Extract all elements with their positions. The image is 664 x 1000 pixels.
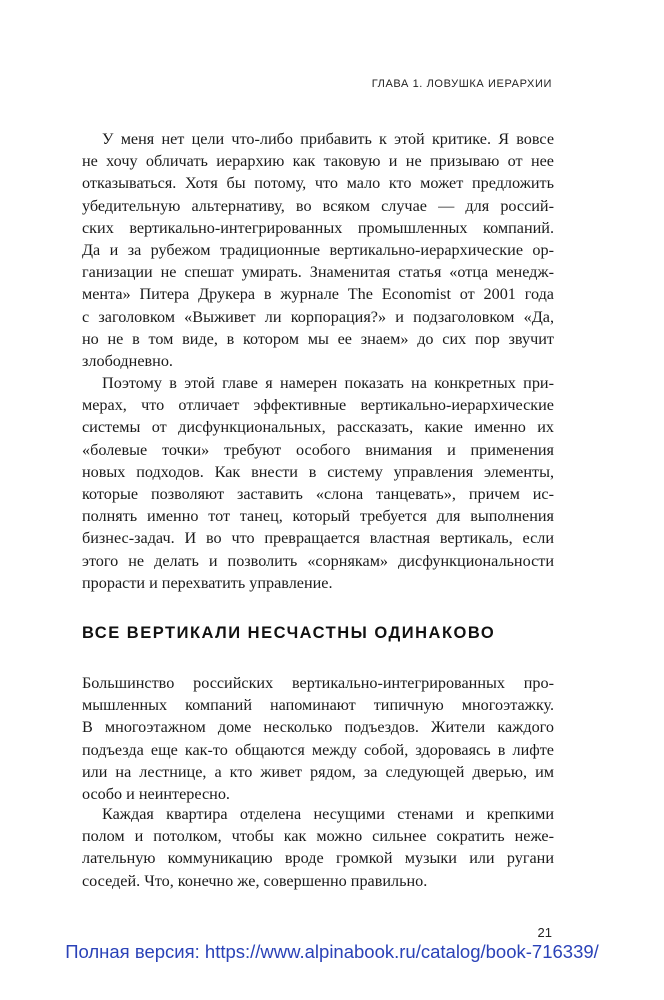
section-heading: ВСЕ ВЕРТИКАЛИ НЕСЧАСТНЫ ОДИНАКОВО bbox=[82, 624, 496, 642]
page-number: 21 bbox=[537, 925, 552, 940]
text-line: ских вертикально-интегрированных промышленных компаний. bbox=[82, 218, 554, 237]
text-line: бизнес-задач. И во что превращается властная вертикаль, если bbox=[82, 529, 554, 548]
text-line: Каждая квартира отделена несущими стенами и крепкими bbox=[102, 805, 554, 823]
text-line: В многоэтажном доме несколько подъездов. Жители каждого bbox=[82, 718, 554, 737]
text-line: мента» Питера Друкера в журнале The Economist от 2001 года bbox=[82, 285, 554, 304]
paragraph-4 bbox=[82, 803, 554, 892]
text-line: этого не делать и позволить «сорнякам» дисфункциональности bbox=[82, 551, 554, 570]
text-line: мышленных компаний напоминают типичную многоэтажку. bbox=[82, 696, 554, 715]
text-line: новых подходов. Как внести в систему управления элементы, bbox=[82, 462, 554, 481]
text-line: Большинство российских вертикально-интегрированных про- bbox=[82, 674, 554, 692]
text-line: злободневно. bbox=[82, 351, 173, 370]
text-line: системы от дисфункциональных, рассказать, какие именно их bbox=[82, 418, 554, 437]
running-head: ГЛАВА 1. ЛОВУШКА ИЕРАРХИИ bbox=[371, 78, 552, 90]
text-line: «болевые точки» требуют особого внимания и применения bbox=[82, 440, 554, 459]
full-version-link[interactable]: Полная версия: https://www.alpinabook.ru/catalog/book-716339/ bbox=[65, 941, 599, 962]
text-line: полнять именно тот танец, который требуется для выполнения bbox=[82, 507, 554, 526]
text-line: но не в том виде, в котором мы ее знаем» до сих пор звучит bbox=[82, 329, 554, 348]
text-line: особо и неинтересно. bbox=[82, 784, 230, 803]
text-line: мерах, что отличает эффективные вертикально-иерархические bbox=[82, 396, 554, 415]
text-line: отказываться. Хотя бы потому, что мало кто может предложить bbox=[82, 174, 554, 193]
text-line: У меня нет цели что-либо прибавить к этой критике. Я вовсе bbox=[102, 130, 554, 148]
text-line: которые позволяют заставить «слона танцевать», причем ис- bbox=[82, 484, 554, 503]
text-line: или на лестнице, а кто живет рядом, за следующей дверью, им bbox=[82, 762, 554, 781]
text-line: лательную коммуникацию вроде громкой музыки или ругани bbox=[82, 849, 554, 868]
paragraph-1 bbox=[82, 128, 554, 372]
paragraph-3 bbox=[82, 672, 554, 805]
text-line: ганизации не спешат умирать. Знаменитая статья «отца менедж- bbox=[82, 263, 554, 282]
text-line: подъезда еще как-то общаются между собой, здороваясь в лифте bbox=[82, 740, 554, 759]
text-line: убедительную альтернативу, во всяком случае — для россий- bbox=[82, 196, 554, 215]
text-line: прорасти и перехватить управление. bbox=[82, 573, 333, 592]
text-line: не хочу обличать иерархию как таковую и не призываю от нее bbox=[82, 152, 554, 171]
text-line: соседей. Что, конечно же, совершенно правильно. bbox=[82, 871, 428, 890]
text-line: полом и потолком, чтобы как можно сильнее сократить неже- bbox=[82, 827, 554, 846]
paragraph-2 bbox=[82, 372, 554, 594]
text-line: Поэтому в этой главе я намерен показать на конкретных при- bbox=[102, 374, 554, 392]
text-line: Да и за рубежом традиционные вертикально-иерархические ор- bbox=[82, 240, 554, 259]
text-line: с заголовком «Выживет ли корпорация?» и подзаголовком «Да, bbox=[82, 307, 554, 326]
